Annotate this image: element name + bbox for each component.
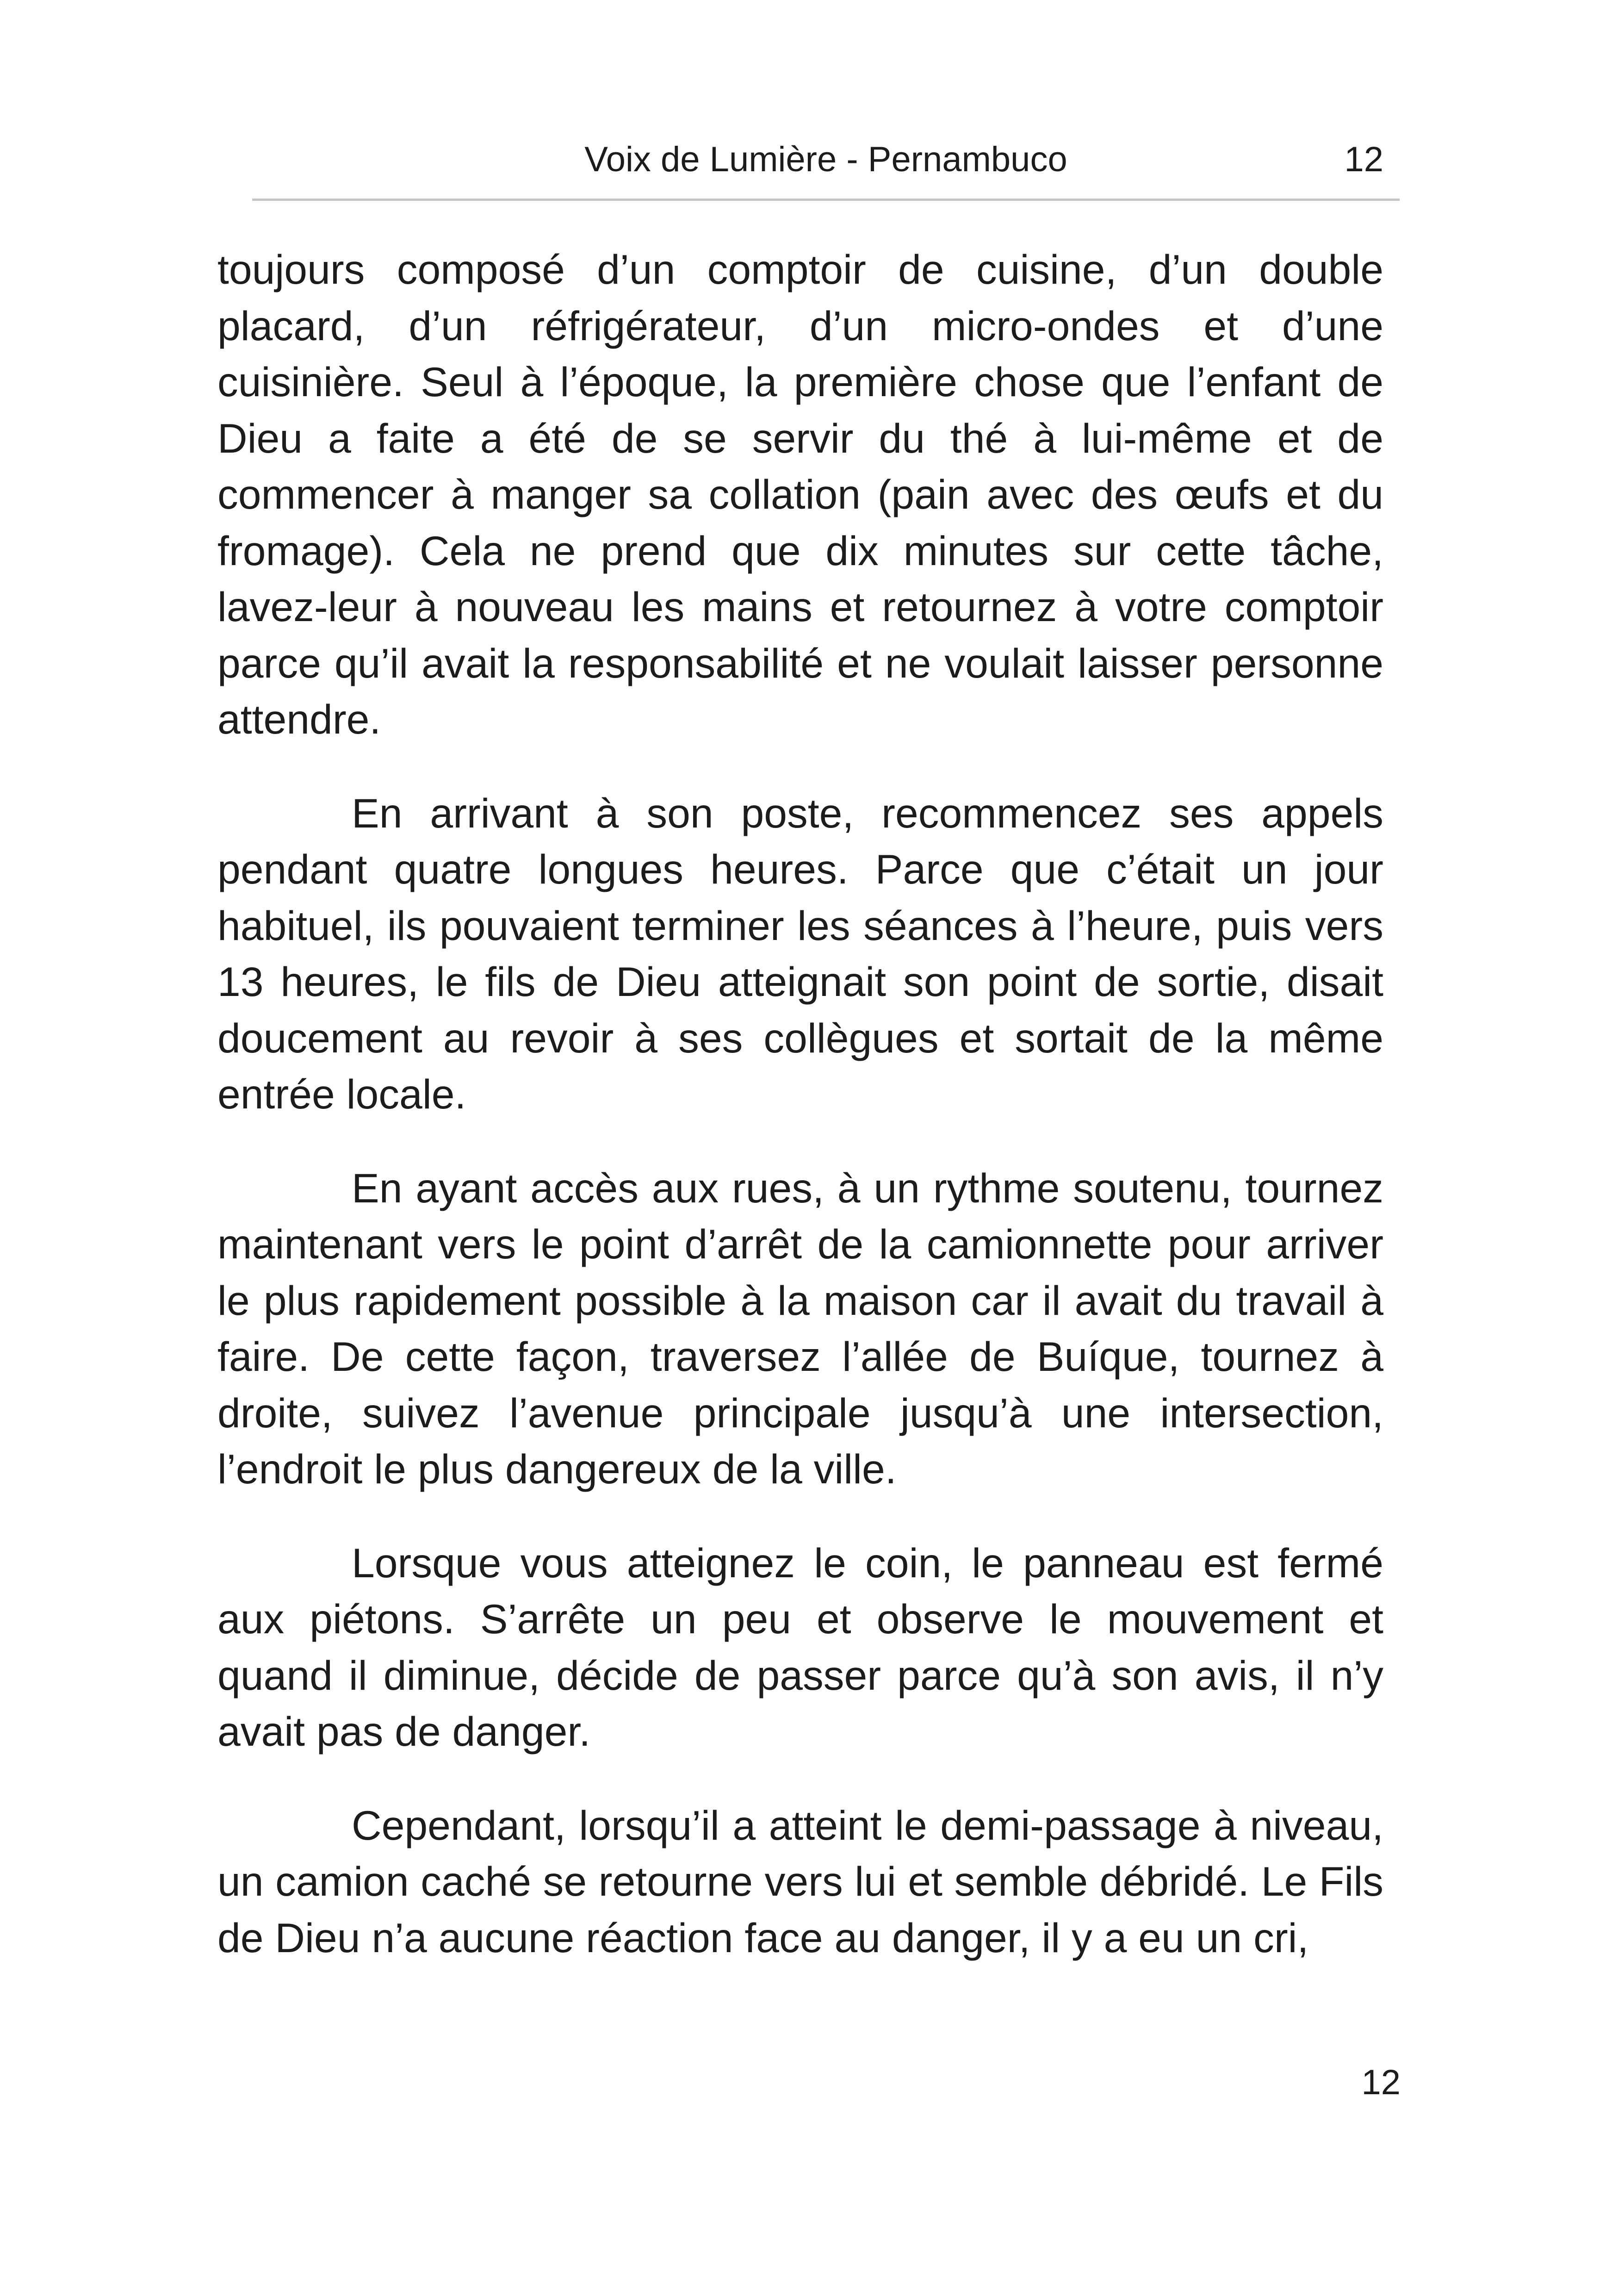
paragraph: Lorsque vous atteignez le coin, le panneau est fermé aux piétons. S’arrête un peu et observe le mouvement et quand il diminue, décide de passer parce qu’à son avis, il n’y avait pas de danger. bbox=[217, 1539, 1383, 1755]
paragraph: toujours composé d’un comptoir de cuisine, d’un double placard, d’un réfrigérateur, d’un micro-ondes et d’une cuisinière. Seul à l’époque, la première chose que l’enfant de Dieu a faite a été de se servir du thé à lui-même et de commencer à manger sa collation (pain avec des œufs et du fromage). Cela ne prend que dix minutes sur cette tâche, lavez-leur à nouveau les mains et retournez à votre comptoir parce qu’il avait la responsabilité et ne voulait laisser personne attendre. bbox=[217, 246, 1383, 742]
page-header bbox=[252, 132, 1400, 201]
body-text bbox=[217, 242, 1383, 2004]
paragraph: En ayant accès aux rues, à un rythme soutenu, tournez maintenant vers le point d’arrêt de la camionnette pour arriver le plus rapidement possible à la maison car il avait du travail à faire. De cette façon, traversez l’allée de Buíque, tournez à droite, suivez l’avenue principale jusqu’à une intersection, l’endroit le plus dangereux de la ville. bbox=[217, 1164, 1383, 1492]
paragraph: Cependant, lorsqu’il a atteint le demi-passage à niveau, un camion caché se retourne vers lui et semble débridé. Le Fils de Dieu n’a aucune réaction face au danger, il y a eu un cri, bbox=[217, 1802, 1383, 1961]
footer-page-number: 12 bbox=[1361, 2063, 1401, 2102]
header-page-number: 12 bbox=[1344, 140, 1383, 179]
header-rule bbox=[252, 199, 1400, 201]
paragraph: En arrivant à son poste, recommencez ses appels pendant quatre longues heures. Parce que c’était un jour habituel, ils pouvaient terminer les séances à l’heure, puis vers 13 heures, le fils de Dieu atteignait son point de sortie, disait doucement au revoir à ses collègues et sortait de la même entrée locale. bbox=[217, 790, 1383, 1117]
running-title: Voix de Lumière - Pernambuco bbox=[584, 140, 1067, 179]
